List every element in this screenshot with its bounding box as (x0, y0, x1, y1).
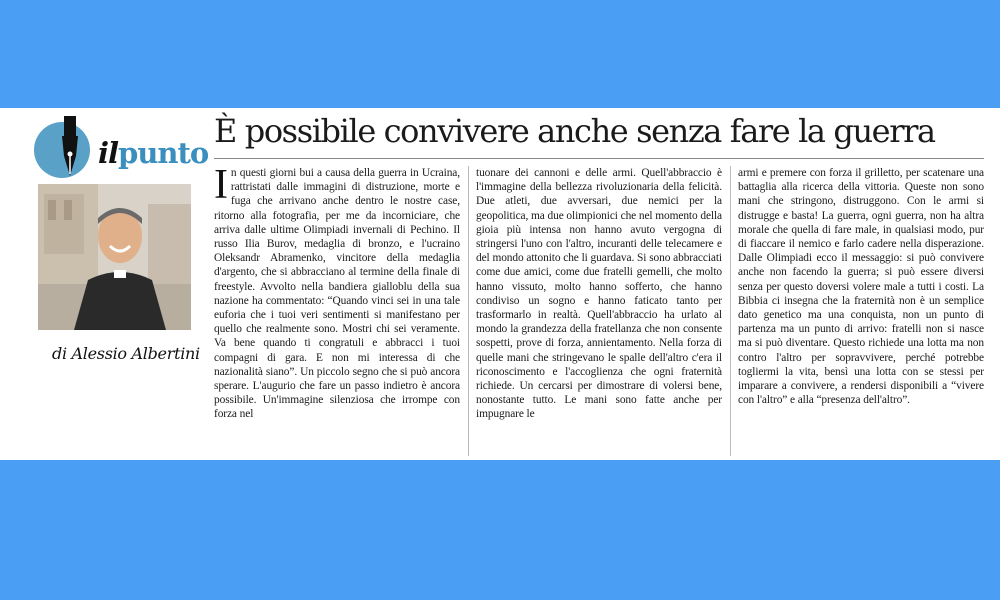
column-divider (730, 166, 731, 456)
article-column-1 (214, 166, 460, 458)
byline: di Alessio Albertini (52, 344, 200, 363)
headline: È possibile convivere anche senza fare la guerra (214, 112, 935, 150)
sidebar-column (30, 108, 209, 460)
article-column-2 (476, 166, 722, 458)
headline-rule (214, 158, 984, 159)
fountain-pen-icon (56, 116, 84, 178)
logo-wordmark (98, 136, 208, 170)
column-divider (468, 166, 469, 456)
article-column-3 (738, 166, 984, 458)
column-1-text: In questi giorni bui a causa della guerra in Ucraina, rattristati dalle immagini di distruzione, morte e fuga che arrivano anche dentro le nostre case, ritorno alla fotografia, per me da incorniciare, che arriva dalle ultime Olimpiadi invernali di Pechino. Il russo Ilia Burov, medaglia di bronzo, e l'ucraino Oleksandr Abramenko, vincitore della medaglia d'argento, che si abbracciano al termine della finale di freestyle. Avvolto nella bandiera gialloblu della sua nazione ha commentato: “Quando vinci sei in una tale euforia che i tuoi veri sentimenti si manifestano per quello che realmente sono. Mostri chi sei veramente. Va bene quando ti congratuli e abbracci i tuoi compagni di gara. E non mi interessa di che nazionalità siano”. Un piccolo segno che si può ancora sperare. L'augurio che fare un passo indietro è ancora possibile. Un'immagine silenziosa che irrompe con forza nel (214, 166, 460, 421)
il-punto-logo (34, 114, 209, 180)
logo-word: punto (118, 136, 209, 170)
author-photo (38, 184, 191, 330)
logo-prefix: il (98, 136, 119, 170)
newspaper-clipping (0, 108, 1000, 460)
column-2-text: tuonare dei cannoni e delle armi. Quell'abbraccio è l'immagine della bellezza rivoluzionaria della felicità. Due atleti, due avversari, due nemici per la geopolitica, ma due olimpionici che nel momento della gioia più intensa non hanno avuto vergogna di stringersi l'uno con l'altro, incuranti delle telecamere e del mondo attonito che li guardava. Si sono abbracciati come due amici, come due fratelli gemelli, che molto hanno vissuto, molto hanno sofferto, che hanno condiviso un sogno e hanno faticato tanto per trasformarlo in realtà. Quell'abbraccio ha urlato al mondo la grandezza della fratellanza che non consente sospetti, prove di forza, annientamento. Nella forza di quelle mani che stringevano le spalle dell'altro c'era il riconoscimento e l'accoglienza che ogni fraternità richiede. Un cercarsi per dimostrare di volersi bene, nonostante tutto. Le mani sono fatte anche per impugnare le (476, 167, 722, 421)
column-3-text: armi e premere con forza il grilletto, per scatenare una battaglia alla ricerca della vittoria. Queste non sono mani che stringono, distruggono. Con le armi si distrugge e basta! La guerra, ogni guerra, non ha altra morale che quella di fare male, in qualsiasi modo, pur di fiaccare il nemico e farlo cadere nella disperazione. Dalle Olimpiadi ecco il messaggio: si può convivere anche non facendo la guerra; si può essere diversi senza per questo doversi volere male a tutti i costi. La Bibbia ci insegna che la fraternità non è un semplice dato genetico ma una conquista, non un punto di partenza ma un punto di arrivo: fratelli non si nasce ma si può diventare. Questo richiede una lotta ma non contro l'altro per sopravvivere, perché potrebbe togliermi la vita, bensì una lotta con se stessi per imparare a convivere, a rendersi disponibili a “vivere con l'altro” e alla “presenza dell'altro”. (738, 167, 984, 407)
